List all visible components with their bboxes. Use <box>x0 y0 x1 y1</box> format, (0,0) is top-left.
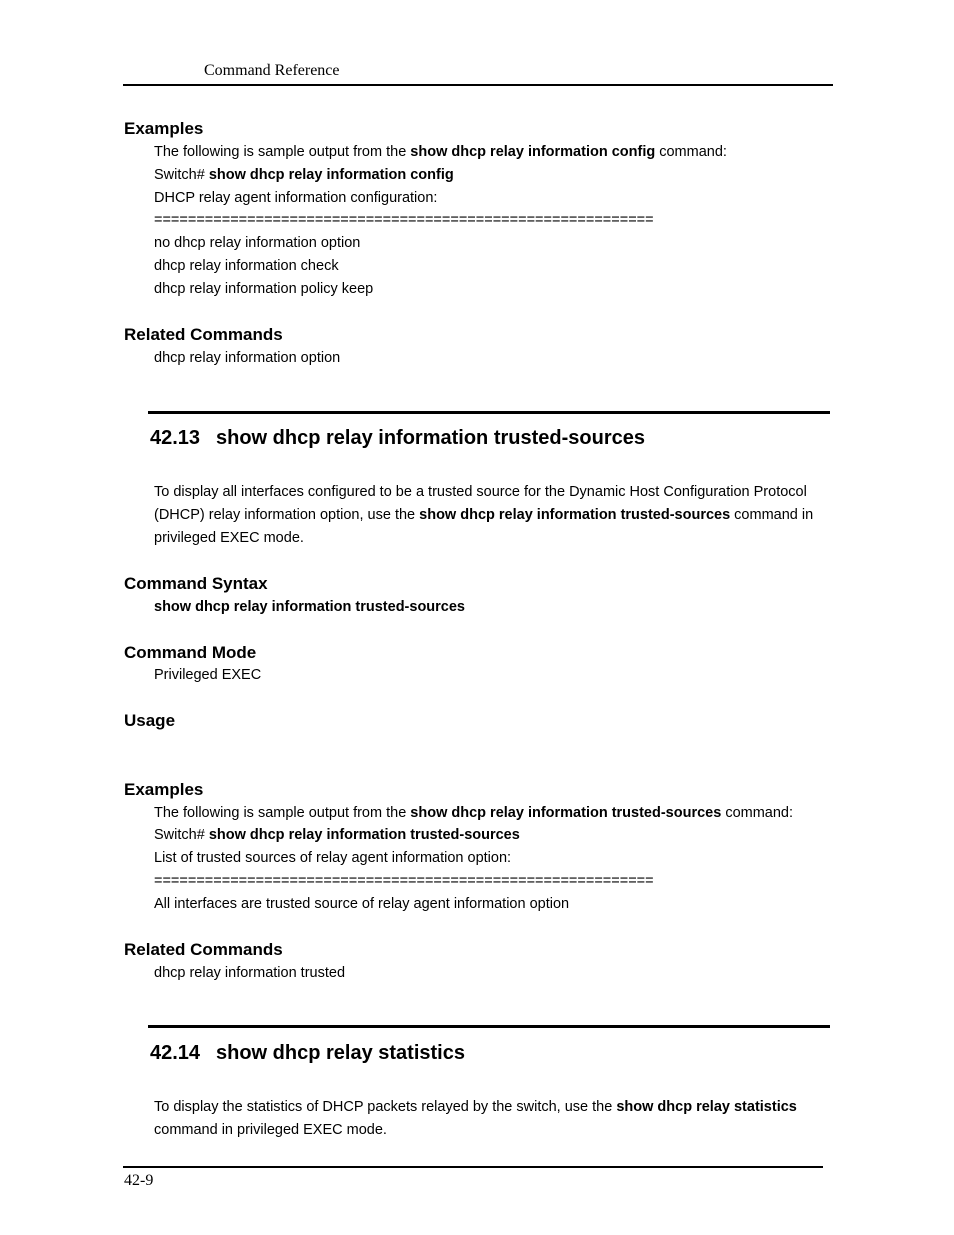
examples-heading-1: Examples <box>124 119 204 138</box>
cli-output-line: List of trusted sources of relay agent information option: <box>154 850 512 866</box>
section-desc-line: command in privileged EXEC mode. <box>154 1122 387 1138</box>
running-header: Command Reference <box>204 62 340 79</box>
section-number-2: 42.14 <box>150 1042 201 1064</box>
cli-output-line: dhcp relay information check <box>154 258 339 274</box>
command-mode-heading: Command Mode <box>124 643 257 662</box>
command-syntax-text: show dhcp relay information trusted-sources <box>154 599 465 615</box>
cli-output-line: no dhcp relay information option <box>154 235 361 251</box>
cli-separator: =========================================================== <box>154 212 654 228</box>
section-title-2: show dhcp relay statistics <box>216 1042 465 1064</box>
related-command-item: dhcp relay information option <box>154 350 341 366</box>
related-commands-heading-2: Related Commands <box>124 940 283 959</box>
cli-prompt-1: Switch# show dhcp relay information config <box>154 167 454 183</box>
usage-heading: Usage <box>124 711 176 730</box>
page-number: 42-9 <box>124 1172 154 1189</box>
command-syntax-heading: Command Syntax <box>124 574 268 593</box>
cli-separator: =========================================================== <box>154 873 654 889</box>
cli-output-line: DHCP relay agent information configuration: <box>154 190 438 206</box>
section-desc-line: (DHCP) relay information option, use the show dhcp relay information trusted-sources command in <box>154 507 814 523</box>
examples-intro-1: The following is sample output from the show dhcp relay information config command: <box>154 144 727 160</box>
examples-heading-2: Examples <box>124 780 204 799</box>
section-desc-line: To display all interfaces configured to be a trusted source for the Dynamic Host Configuration Protocol <box>154 484 807 500</box>
header-rule <box>123 84 833 86</box>
cli-output-line: dhcp relay information policy keep <box>154 281 374 297</box>
related-commands-heading-1: Related Commands <box>124 325 283 344</box>
section-desc-line: privileged EXEC mode. <box>154 530 304 546</box>
section-number-1: 42.13 <box>150 427 201 449</box>
section-desc-line: To display the statistics of DHCP packets relayed by the switch, use the show dhcp relay statistics <box>154 1099 797 1115</box>
examples-intro-2: The following is sample output from the show dhcp relay information trusted-sources command: <box>154 805 794 821</box>
section-title-1: show dhcp relay information trusted-sources <box>216 427 645 449</box>
section-rule-1 <box>148 411 830 414</box>
footer-rule <box>123 1166 823 1168</box>
cli-prompt-2: Switch# show dhcp relay information trusted-sources <box>154 827 520 843</box>
cli-output-line: All interfaces are trusted source of relay agent information option <box>154 896 570 912</box>
section-rule-2 <box>148 1025 830 1028</box>
related-command-item: dhcp relay information trusted <box>154 965 346 981</box>
command-mode-text: Privileged EXEC <box>154 667 262 683</box>
